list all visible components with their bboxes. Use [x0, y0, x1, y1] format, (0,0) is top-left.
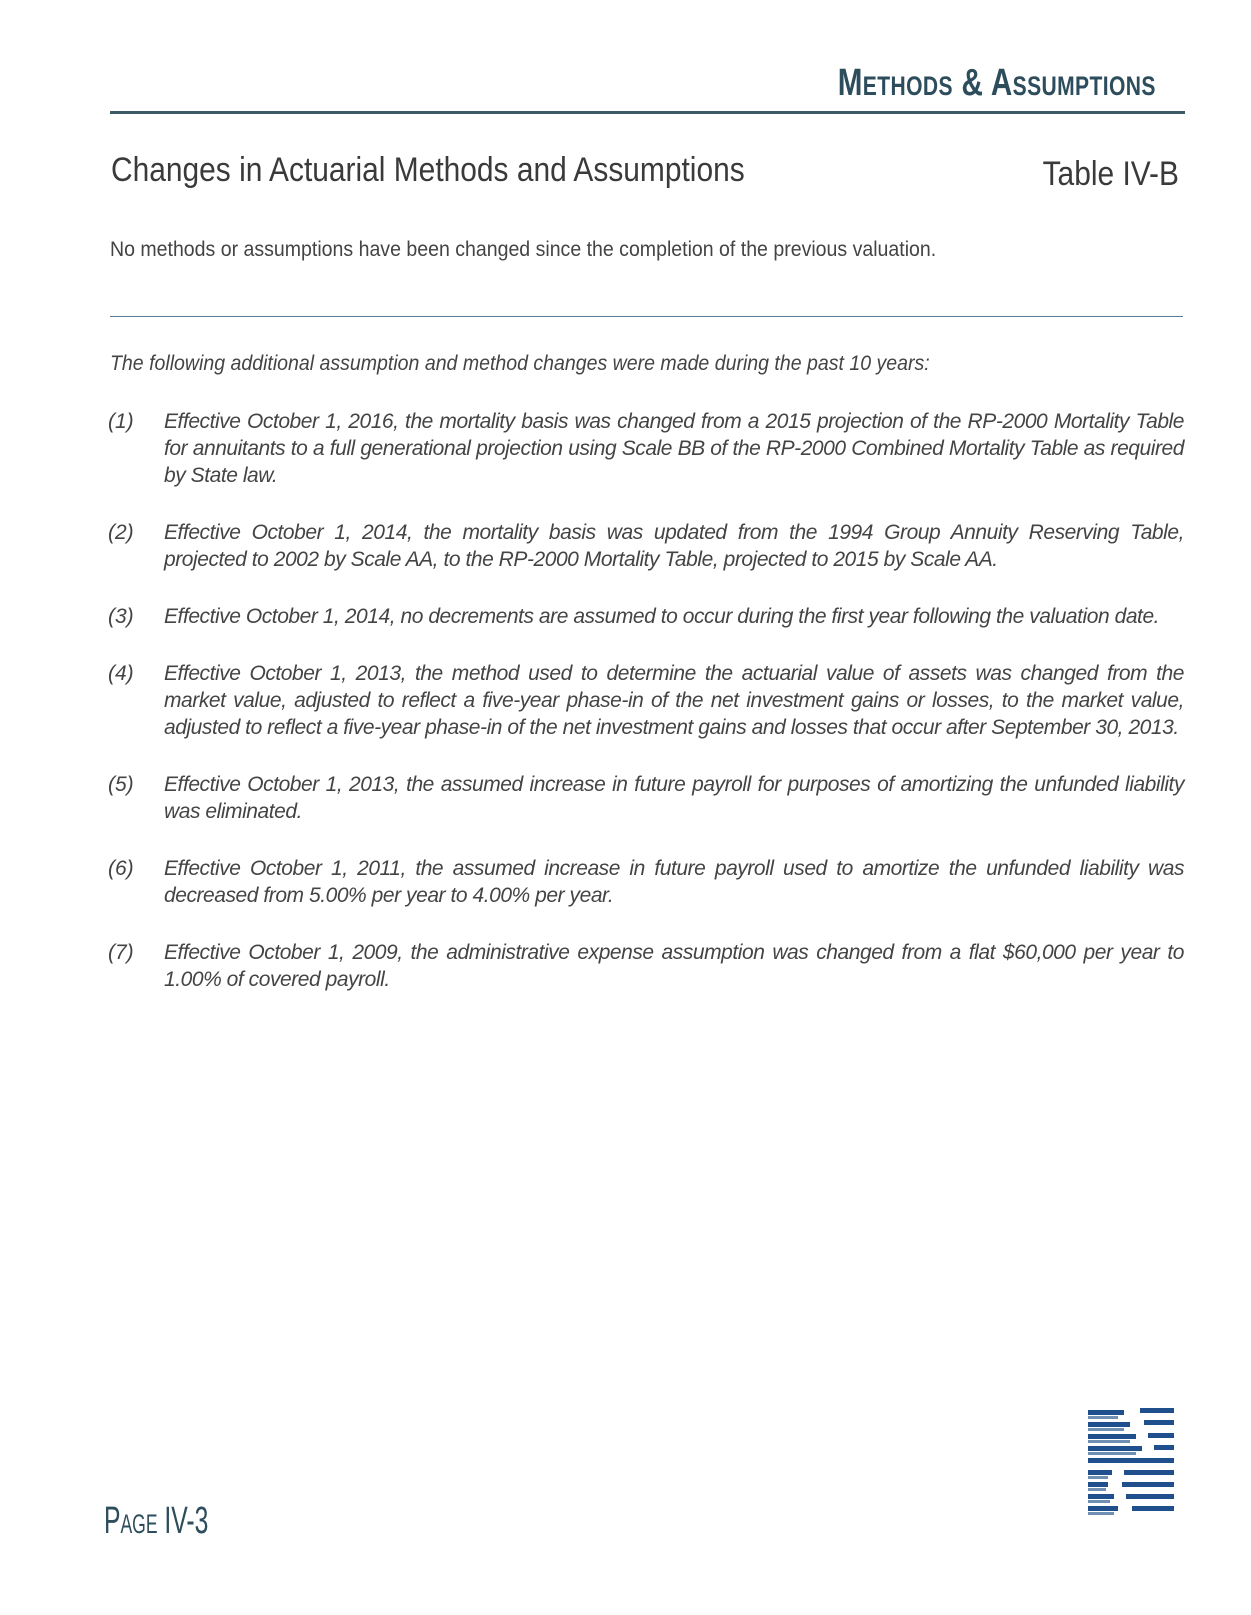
page-title: Changes in Actuarial Methods and Assumptions: [111, 151, 745, 189]
list-item: [108, 855, 1184, 909]
striped-s-logo-icon: [1088, 1408, 1176, 1520]
item-text: Effective October 1, 2014, the mortality basis was updated from the 1994 Group Annuity Reserving Table, projected to 2002 by Scale AA, to the RP-2000 Mortality Table, projected to 2015 by Scale AA.: [164, 521, 1184, 571]
item-number: (5): [108, 773, 134, 796]
intro-text: No methods or assumptions have been changed since the completion of the previous valuation.: [110, 238, 937, 261]
item-text: Effective October 1, 2011, the assumed increase in future payroll used to amortize the unfunded liability was decreased from 5.00% per year to 4.00% per year.: [164, 857, 1184, 907]
item-text: Effective October 1, 2009, the administrative expense assumption was changed from a flat $60,000 per year to 1.00% of covered payroll.: [164, 941, 1184, 991]
section-divider: [110, 316, 1183, 317]
changes-lead-text: The following additional assumption and method changes were made during the past 10 years:: [110, 352, 930, 375]
list-item: [108, 519, 1184, 573]
list-item: [108, 408, 1184, 489]
header-section-title: Methods & Assumptions: [837, 62, 1156, 104]
list-item: [108, 603, 1184, 630]
item-text: Effective October 1, 2014, no decrements are assumed to occur during the first year following the valuation date.: [164, 605, 1160, 628]
header-rule: [110, 111, 1185, 114]
item-number: (3): [108, 605, 134, 628]
item-number: (6): [108, 857, 134, 880]
item-number: (2): [108, 521, 134, 544]
item-text: Effective October 1, 2013, the method used to determine the actuarial value of assets was changed from the market value, adjusted to reflect a five-year phase-in of the net investment gains or losses, to the market value, adjusted to reflect a five-year phase-in of the net investment gains and losses that occur after September 30, 2013.: [164, 662, 1184, 739]
table-label: Table IV-B: [1042, 155, 1179, 193]
item-text: Effective October 1, 2016, the mortality basis was changed from a 2015 projection of the RP-2000 Mortality Table for annuitants to a full generational projection using Scale BB of the RP-2000 Combined Mortality Table as required by State law.: [164, 410, 1184, 487]
changes-list: [108, 408, 1184, 1023]
list-item: [108, 660, 1184, 741]
item-text: Effective October 1, 2013, the assumed increase in future payroll for purposes of amortizing the unfunded liability was eliminated.: [164, 773, 1184, 823]
page-number: Page IV-3: [104, 1500, 209, 1542]
item-number: (7): [108, 941, 134, 964]
item-number: (1): [108, 410, 134, 433]
item-number: (4): [108, 662, 134, 685]
list-item: [108, 939, 1184, 993]
list-item: [108, 771, 1184, 825]
